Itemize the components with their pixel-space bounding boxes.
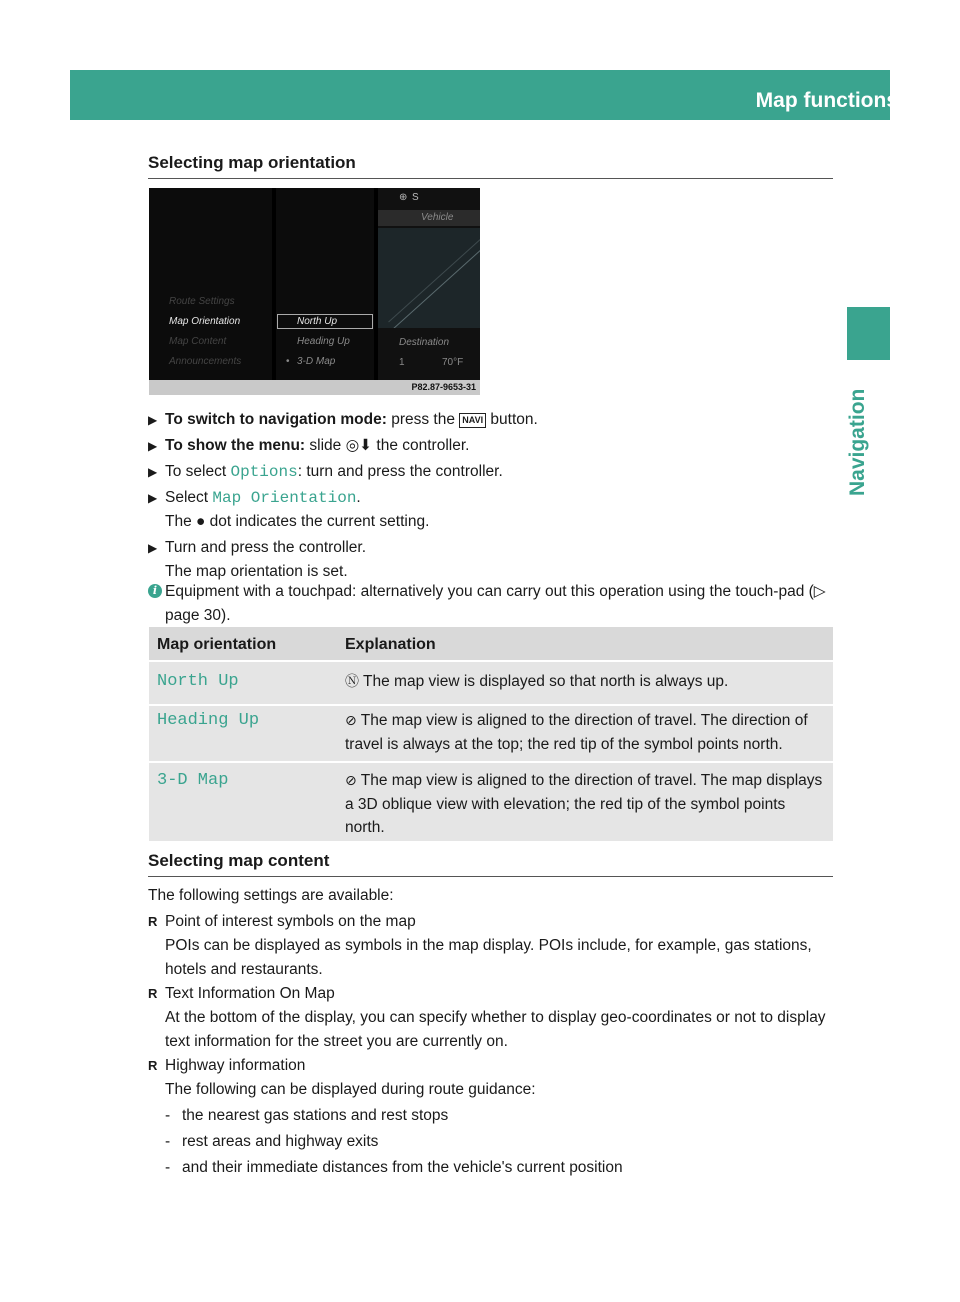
item-title: Text Information On Map (165, 985, 335, 1002)
intro-text: The following settings are available: (148, 887, 394, 904)
orientation-table (149, 627, 833, 841)
step (148, 460, 838, 484)
side-tab-label: Navigation (846, 388, 869, 496)
image-code: P82.87-9653-31 (411, 382, 476, 392)
map-content-section (148, 884, 838, 1180)
side-tab-marker (847, 307, 890, 360)
instruction-steps (148, 408, 838, 584)
compass-label: S (412, 192, 419, 203)
step-label: To switch to navigation mode: (165, 411, 387, 428)
sub-item-text: rest areas and highway exits (182, 1133, 379, 1150)
step-arrow-icon: ▶ (148, 465, 158, 479)
vehicle-label: Vehicle (421, 212, 454, 223)
section-title-content: Selecting map content (148, 851, 330, 870)
note-text: Equipment with a touchpad: alternatively you can carry out this operation using the touch-pad (▷ page 30). (165, 583, 826, 624)
option-name: Heading Up (157, 711, 260, 730)
table-header-row (149, 627, 833, 660)
step-arrow-icon: ▶ (148, 491, 158, 505)
section-rule (148, 876, 833, 877)
chapter-title: Map functions (755, 89, 898, 112)
option-description: The map view is displayed so that north is always up. (363, 673, 729, 690)
options-panel (276, 188, 374, 380)
map-road (388, 228, 480, 322)
option-heading-up: Heading Up (297, 336, 350, 347)
step (148, 536, 838, 584)
option-description: The map view is aligned to the direction of travel. The direction of travel is always at the top; the red tip of the symbol points north. (345, 712, 808, 753)
sub-item-text: and their immediate distances from the vehicle's current position (182, 1159, 623, 1176)
sub-item (148, 1130, 838, 1154)
header-divider (901, 70, 904, 120)
menu-term: Options (230, 463, 298, 481)
step-text: To select (165, 463, 231, 480)
info-icon: i (148, 584, 162, 598)
step-text: slide (305, 437, 346, 454)
menu-term: Map Orientation (212, 489, 357, 507)
compass-icon: ⊕ (399, 192, 408, 203)
navi-key-icon: NAVI (459, 413, 486, 428)
step-label: To show the menu: (165, 437, 306, 454)
option-3d-map: 3-D Map (297, 356, 336, 367)
list-item (148, 982, 838, 1054)
item-text: The following can be displayed during route guidance: (165, 1081, 536, 1098)
table-row (149, 761, 833, 841)
page-number: 121 (918, 91, 948, 110)
option-name: 3-D Map (157, 771, 229, 790)
step-arrow-icon: ▶ (148, 413, 158, 427)
dash-marker: - (165, 1159, 171, 1176)
bullet-icon: R (148, 986, 158, 1001)
item-text: POIs can be displayed as symbols in the map display. POIs include, for example, gas stations, hotels and restaurants. (165, 937, 812, 978)
menu-item-announcements: Announcements (169, 356, 242, 367)
menu-panel (149, 188, 272, 380)
destination-label: Destination (399, 337, 450, 348)
dash-marker: - (165, 1107, 171, 1124)
step (148, 408, 838, 432)
step-text: : turn and press the controller. (297, 463, 503, 480)
column-header: Explanation (345, 636, 436, 653)
heading-up-icon: ⊘ (345, 713, 357, 729)
sub-item (148, 1156, 838, 1180)
info-note (148, 580, 838, 628)
bullet-icon: R (148, 914, 158, 929)
option-north-up: North Up (297, 316, 338, 327)
step-text: press the (386, 411, 460, 428)
menu-item-map-content: Map Content (169, 336, 227, 347)
temperature: 70°F (442, 357, 464, 368)
controller-slide-icon: ◎⬇ (345, 437, 373, 454)
menu-item-map-orientation: Map Orientation (169, 316, 241, 327)
active-dot: • (286, 356, 290, 367)
north-up-icon: Ⓝ (345, 674, 359, 690)
sub-item-text: the nearest gas stations and rest stops (182, 1107, 449, 1124)
menu-item-route-settings: Route Settings (169, 296, 235, 307)
step (148, 486, 838, 534)
list-item (148, 910, 838, 982)
page-header (70, 70, 948, 120)
section-title-orientation: Selecting map orientation (148, 153, 356, 172)
dash-marker: - (165, 1133, 171, 1150)
step-arrow-icon: ▶ (148, 541, 158, 555)
option-name: North Up (157, 672, 239, 691)
list-item (148, 1054, 838, 1102)
bullet-icon: R (148, 1058, 158, 1073)
item-text: At the bottom of the display, you can specify whether to display geo-coordinates or not to display text information for the street you are currently on. (165, 1009, 826, 1050)
display-screenshot (149, 188, 480, 395)
item-title: Highway information (165, 1057, 306, 1074)
map-road (378, 235, 480, 328)
table-row (149, 660, 833, 704)
3d-map-icon: ⊘ (345, 773, 357, 789)
step-text: Select (165, 489, 213, 506)
step-result: The ● dot indicates the current setting. (165, 513, 430, 530)
item-title: Point of interest symbols on the map (165, 913, 416, 930)
column-header: Map orientation (157, 636, 277, 653)
step-text: the controller. (372, 437, 470, 454)
status-left: 1 (399, 357, 405, 368)
option-description: The map view is aligned to the direction of travel. The map displays a 3D oblique view with elevation; the red tip of the symbol points north. (345, 772, 823, 836)
section-rule (148, 178, 833, 179)
step-arrow-icon: ▶ (148, 439, 158, 453)
step-text: . (356, 489, 361, 506)
map-preview (378, 228, 480, 328)
step-text: Turn and press the controller. (165, 539, 367, 556)
step-result: The map orientation is set. (165, 563, 348, 580)
table-row (149, 704, 833, 761)
step (148, 434, 838, 458)
sub-item (148, 1104, 838, 1128)
step-text: button. (486, 411, 538, 428)
